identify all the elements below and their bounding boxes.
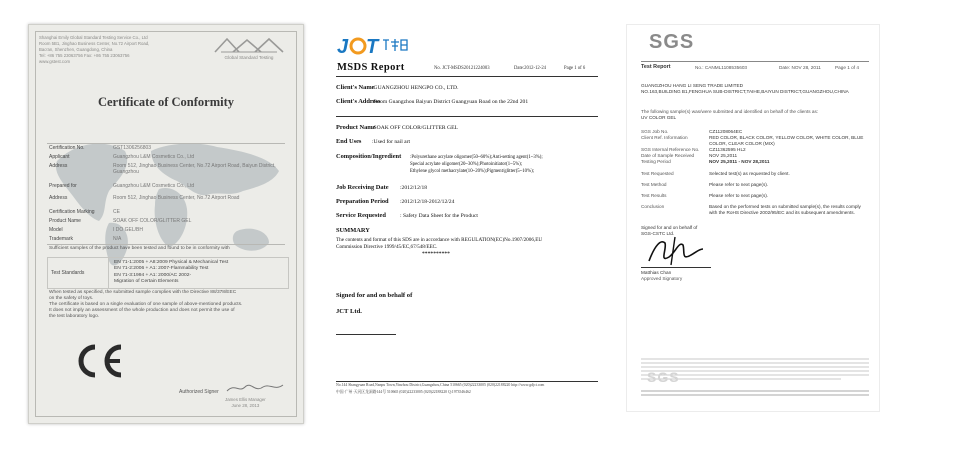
signature-icon: [645, 235, 705, 267]
footer-rule: [336, 381, 598, 382]
sgs-footer-watermark: SGS: [647, 369, 680, 385]
standard-item: EN 71-2:2006 + A1: 2007-Flammability Test: [114, 266, 209, 272]
report-number: No. JCT-MSDS20121224003: [434, 66, 490, 71]
divider: [108, 258, 109, 288]
field-label: Address: [49, 163, 68, 169]
field-value: GST1306256803: [113, 145, 152, 151]
signer-date: June 28, 2013: [231, 402, 260, 408]
footer-line: 中国·广州·天河区龙洞路144号 510665 (020)22233005 (020)22188220 Q:1973546462: [336, 390, 471, 394]
certificate-title: Certificate of Conformity: [97, 95, 235, 109]
signed-for-label: Signed for and on behalf of: [641, 225, 698, 230]
field-label: Model: [49, 227, 63, 233]
field-label: Address: [49, 195, 68, 201]
composition-line: Special acrylate oligomer(20~30%);Photoinitiator(1~5%);: [410, 162, 523, 168]
composition-value: [410, 154, 604, 176]
field-value: I DO GEL/BH: [113, 227, 144, 233]
field-label: Applicant: [49, 154, 70, 160]
divider: [47, 244, 285, 245]
summary-stars: **********: [422, 251, 450, 257]
field-label: Product Name: [336, 124, 376, 131]
sgs-test-report-doc: [626, 24, 880, 412]
signed-company: SGS-CSTC Ltd.: [641, 231, 675, 236]
authorized-signer-label: Authorized Signer: [179, 389, 219, 395]
report-label: Test Report: [641, 64, 671, 70]
signature-line: [336, 334, 396, 335]
field-value: CZ11362595 HL2: [709, 147, 746, 152]
field-label: Testing Period: [641, 159, 671, 164]
field-label: Prepared for: [49, 183, 77, 189]
field-label: Preparation Period: [336, 198, 389, 205]
field-label: Conclusion: [641, 204, 665, 209]
signer-name: James Ellis Manager: [225, 397, 266, 402]
field-value: Based on the performed tests on submitted sample(s), the results comply: [709, 204, 861, 209]
field-label: Trademark: [49, 236, 73, 242]
field-label: Test Requested: [641, 171, 674, 176]
signer-name: Matthias Chan: [641, 270, 672, 275]
header-line: Room 5B1, Jinghao Business Center, No.72 Airport Road,: [39, 41, 150, 46]
summary-line: The contents and format of this SDS are in accordance with REGULATION(EC)No.1907/2006,EU: [336, 237, 543, 243]
summary-title: SUMMARY: [336, 227, 370, 234]
field-value: RED COLOR, BLACK COLOR, YELLOW COLOR, WHITE COLOR, BLUE: [709, 135, 864, 140]
divider: [336, 116, 598, 117]
signature-line: [641, 267, 711, 268]
field-label: Client's Address: [336, 98, 381, 105]
company-name: JCT Ltd.: [336, 308, 362, 315]
field-value: CZ11208064EC: [709, 129, 743, 134]
composition-line: :Polyurethane acrylate oligomer(50~60%);Anti-setting agent(1~3%);: [410, 155, 543, 160]
field-value: Guangzhou L&M Cosmetics Co., Ltd: [113, 183, 195, 189]
field-value: Selected test(s) as requested by client.: [709, 171, 790, 176]
composition-line: Ethylene glycol methacrylate(10~20%);Pigment/glitter(5~10%);: [410, 169, 535, 175]
field-value: NOV 25,2011 - NOV 28,2011: [709, 159, 770, 164]
note-line: the test laboratory logo.: [49, 314, 100, 319]
field-value: Guangzhou L&M Cosmetics Co., Ltd: [113, 154, 195, 160]
test-standards-list: [114, 260, 228, 286]
field-value: :Room Guangzhou Baiyun District Guangyuan Road on the 22nd 201: [372, 99, 529, 105]
signed-for-label: Signed for and on behalf of: [336, 292, 413, 299]
field-value: :2012/12/18-2012/12/24: [400, 199, 455, 205]
report-number: No.: CANML1108535603: [695, 65, 748, 70]
field-label: Client's Name: [336, 84, 375, 91]
ce-mark-icon: [73, 343, 125, 379]
header-line: Bao'an, Shenzhen, Guangdong, China: [39, 47, 113, 52]
header-line: www.gstest.com: [39, 59, 71, 64]
field-label: Composition/Ingredient: [336, 153, 402, 160]
certificate-header-address: [39, 35, 189, 65]
header-rule: [336, 76, 598, 77]
page-indicator: Page 1 of 4: [835, 65, 859, 70]
field-label: SGS Internal Reference No.: [641, 147, 700, 152]
signer-block: [225, 397, 266, 408]
jct-logo-icon: [337, 34, 417, 58]
gst-logo-icon: [207, 37, 291, 55]
note-line: When tested as specified, the submitted sample complies with the Directive 88/378/EEC: [49, 290, 237, 295]
gst-logo: [207, 37, 291, 63]
msds-title: MSDS Report: [337, 62, 405, 73]
field-value: : Safety Data Sheet for the Product: [400, 213, 478, 219]
field-label: Date of Sample Received: [641, 153, 695, 158]
field-label: Certification Marking: [49, 209, 95, 215]
signature-icon: [225, 381, 285, 395]
field-value: Room 512, Jinghao Business Center, No.72 Airport Road: [113, 195, 240, 201]
client-name: GUANGZHOU HANG LI SENG TRADE LIMITED: [641, 83, 744, 88]
header-rule: [641, 61, 869, 62]
field-label: Certification No.: [49, 145, 85, 151]
field-value: :Used for nail art: [372, 139, 411, 145]
field-value: CE: [113, 209, 120, 215]
field-value: :2012/12/18: [400, 185, 428, 191]
test-standards-label: Test Standards: [51, 270, 85, 276]
intro-text: The following sample(s) was/were submitted and identified on behalf of the clients as:: [641, 109, 819, 114]
field-value: :SOAK OFF COLOR/GLITTER GEL: [372, 125, 458, 131]
client-address: NO.163,BUILDING B1,FENGHUA SUB-DISTRICT,TAIHE,BAIYUN DISTRICT,GUANGZHOU,CHINA: [641, 89, 849, 94]
field-label: Job Receiving Date: [336, 184, 389, 191]
standard-item: Migration of Certain Elements: [114, 279, 179, 285]
sgs-logo: SGS: [649, 31, 695, 53]
note-line: It does not imply an assessment of the whole production and does not permit the use of: [49, 308, 235, 313]
svg-text:T: T: [366, 36, 379, 58]
field-value: NOV 25,2011: [709, 153, 738, 158]
sample-name: UV COLOR GEL: [641, 115, 677, 120]
msds-report-doc: [326, 26, 604, 418]
note-line: The certificate is based on a single evaluation of one sample of above-mentioned products.: [49, 302, 243, 307]
gst-logo-label: Global Standard Testing: [224, 55, 274, 60]
field-value: :GUANGZHOU HENGPO CO., LTD.: [372, 85, 459, 91]
certificate-notes: [49, 290, 287, 320]
field-value: Room 512, Jinghao Business Center, No.72 Airport Road, Baiyun District, Guangzhou: [113, 163, 276, 175]
header-line: Tel: +86 755 23063756 Fax: +86 755 23063756: [39, 53, 130, 58]
summary-line: Commission Directive 1999/45/EC,67/548/EEC.: [336, 244, 438, 250]
test-standards-box: [47, 257, 289, 289]
field-value: COLOR, CLEAR COLOR (MIX): [709, 141, 775, 146]
signer-title: Approved Signatory: [641, 276, 683, 281]
field-label: Client Ref. Information: [641, 135, 688, 140]
note-line: on the safety of toys.: [49, 296, 94, 301]
field-label: Test Results: [641, 193, 667, 198]
report-date: Date:2012-12-24: [514, 66, 547, 71]
divider: [47, 143, 285, 144]
field-label: Service Requested: [336, 212, 386, 219]
field-label: End Uses: [336, 138, 362, 145]
standard-item: EN 71-3:1994 + A1: 2000/AC 2002-: [114, 272, 192, 278]
standard-item: EN 71-1:2005 + A8:2009 Physical & Mechanical Test: [114, 260, 229, 265]
field-value: SOAK OFF COLOR/GLITTER GEL: [113, 218, 192, 224]
report-date: Date: NOV 28, 2011: [779, 65, 821, 70]
header-line: Shanghai Emily Global Standard Testing Service Co., Ltd: [39, 35, 148, 40]
summary-text: [336, 237, 600, 251]
field-value: Please refer to next page(s).: [709, 193, 769, 198]
field-value: with the RoHS Directive 2002/95/EC and its subsequent amendments.: [709, 210, 855, 215]
field-value: Please refer to next page(s).: [709, 182, 769, 187]
svg-text:J: J: [337, 36, 349, 58]
field-value: N/A: [113, 236, 122, 242]
field-label: SGS Job No.: [641, 129, 669, 134]
sufficient-samples-text: Sufficient samples of the product have been tested and found to be in conformity with: [49, 246, 230, 251]
field-label: Test Method: [641, 182, 667, 187]
field-label: Product Name: [49, 218, 81, 224]
page-indicator: Page 1 of 6: [564, 66, 586, 71]
footer-line: No.144 Shangyuan Road,Nanpu Town,Yinzhou District,Guangzhou,China 510665 (020)22233005 (020)22188220 http://www.gdjct.com: [336, 383, 545, 387]
certificate-of-conformity-doc: [28, 24, 304, 424]
